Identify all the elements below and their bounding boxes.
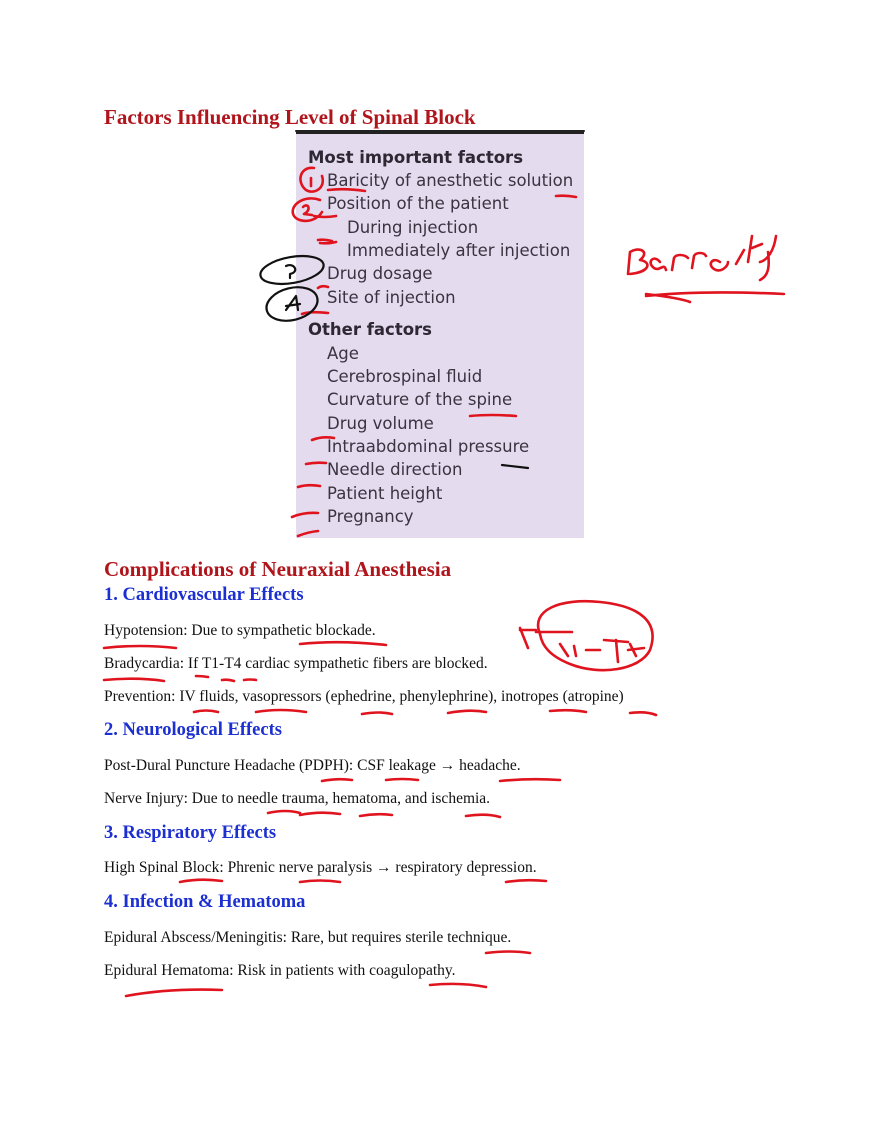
text-line: Epidural Hematoma: Risk in patients with coagulopathy.: [104, 962, 456, 979]
factor-item: Cerebrospinal fluid: [327, 367, 483, 386]
text-line: Epidural Abscess/Meningitis: Rare, but requires sterile technique.: [104, 929, 512, 946]
text-line: Bradycardia: If T1-T4 cardiac sympathetic fibers are blocked.: [104, 655, 488, 672]
text-line: Prevention: IV fluids, vasopressors (ephedrine, phenylephrine), inotropes (atropine): [104, 688, 624, 705]
range-note-bubble: [538, 601, 652, 670]
factor-item: Site of injection: [327, 288, 456, 307]
factor-item: Drug dosage: [327, 264, 433, 283]
subsection-heading-infection: 4. Infection & Hematoma: [104, 892, 306, 912]
text-line: Post-Dural Puncture Headache (PDPH): CSF leakage → headache.: [104, 757, 521, 774]
text-line: Nerve Injury: Due to needle trauma, hematoma, and ischemia.: [104, 790, 491, 807]
baricity-note: [628, 250, 647, 274]
section-title-spinal-block: Factors Influencing Level of Spinal Block: [104, 105, 476, 129]
factor-item: Age: [327, 344, 359, 363]
factor-subitem: During injection: [347, 218, 479, 237]
factor-item: Intraabdominal pressure: [327, 437, 530, 456]
text-line: Hypotension: Due to sympathetic blockade.: [104, 622, 376, 639]
factor-item: Curvature of the spine: [327, 390, 513, 409]
most-important-heading: Most important factors: [308, 148, 524, 167]
factor-item: Pregnancy: [327, 507, 414, 526]
factor-item: Patient height: [327, 484, 443, 503]
subsection-heading-respiratory: 3. Respiratory Effects: [104, 823, 277, 843]
section-title-complications: Complications of Neuraxial Anesthesia: [104, 557, 452, 581]
factor-subitem: Immediately after injection: [347, 241, 571, 260]
factor-item: Drug volume: [327, 414, 434, 433]
subsection-heading-neurological: 2. Neurological Effects: [104, 720, 282, 740]
subsection-heading-cardiovascular: 1. Cardiovascular Effects: [104, 585, 304, 605]
factor-item: Position of the patient: [327, 194, 509, 213]
factor-item: Needle direction: [327, 460, 463, 479]
other-factors-heading: Other factors: [308, 320, 433, 339]
factor-item: Baricity of anesthetic solution: [327, 171, 574, 190]
text-line: High Spinal Block: Phrenic nerve paralysis → respiratory depression.: [104, 859, 537, 876]
factors-table: [296, 132, 584, 538]
